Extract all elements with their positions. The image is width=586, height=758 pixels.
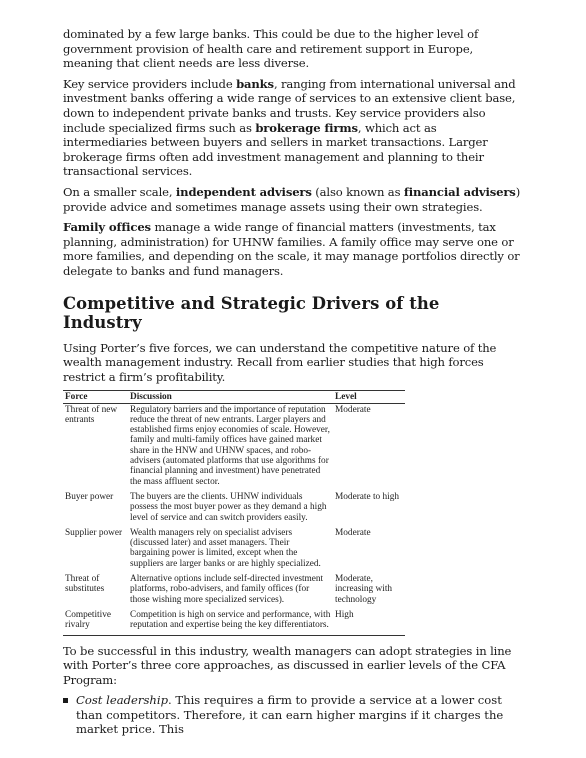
strategy-text: . This requires a firm to provide a service at a lower cost than competitors. Therefore, it can earn higher margins if it charges the market price. This	[76, 693, 504, 737]
table-row	[63, 491, 405, 527]
level-cell: High	[333, 609, 405, 635]
force-cell: Buyer power	[65, 491, 114, 502]
bullet-icon	[63, 698, 68, 703]
level-cell: Moderate	[335, 527, 371, 538]
strategy-term: Cost leadership	[76, 693, 168, 708]
document-page	[63, 27, 521, 737]
table-row	[63, 527, 405, 573]
force-cell: Threat of substitutes	[65, 574, 105, 595]
five-forces-table	[63, 390, 405, 635]
discussion-cell: Alternative options include self-directed investment platforms, robo-advisers, and family offices (for those wishing more specialized services).	[130, 574, 324, 605]
paragraph-intro-continued	[63, 27, 521, 71]
list-item	[63, 693, 521, 737]
section-intro: Using Porter’s five forces, we can understand the competitive nature of the wealth management industry. Recall from earlier studies that high forces restrict a firm’s profitability.	[63, 340, 497, 384]
term-brokerage-firms: brokerage firms	[255, 120, 358, 135]
table-row	[63, 609, 405, 635]
strategy-list	[63, 693, 521, 737]
column-header: Force	[63, 391, 128, 403]
discussion-cell: Competition is high on service and performance, with reputation and expertise being the key differentiators.	[128, 609, 333, 635]
paragraph-family-offices	[63, 220, 521, 278]
paragraph-text: ) provide advice and sometimes manage assets using their own strategies.	[63, 184, 521, 214]
level-cell: Moderate to high	[335, 491, 400, 502]
paragraph-text: , ranging from international universal and investment banks offering a wide range of services to an extensive client base, down to independent private banks and trusts. Key service providers also include specialized firms such as	[63, 76, 516, 135]
discussion-cell: Wealth managers rely on specialist advisers (discussed later) and asset managers. Their bargaining power is limited, except when the suppliers are larger banks or are highly specialized.	[130, 527, 321, 569]
paragraph-service-providers	[63, 77, 521, 179]
level-cell: Moderate	[335, 404, 371, 415]
table-row	[63, 403, 405, 491]
term-banks: banks	[236, 76, 274, 91]
term-independent-advisers: independent advisers	[175, 184, 312, 199]
paragraph-text: Key service providers include	[63, 76, 237, 91]
column-header: Discussion	[128, 391, 333, 403]
term-financial-advisers: financial advisers	[403, 184, 516, 199]
column-header: Level	[333, 391, 405, 403]
paragraph-strategies: To be successful in this industry, wealth managers can adopt strategies in line with Porter’s three core approaches, as discussed in earlier levels of the CFA Program:	[63, 643, 512, 687]
paragraph-text: (also known as	[311, 184, 404, 199]
paragraph-text: On a smaller scale,	[63, 184, 176, 199]
paragraph-text: manage a wide range of financial matters (investments, tax planning, administration) for UHNW families. A family office may serve one or more families, and depending on the scale, it may manage portfolios directly or delegate to banks and fund managers.	[63, 220, 520, 278]
force-cell: Supplier power	[65, 527, 123, 538]
discussion-cell: The buyers are the clients. UHNW individuals possess the most buyer power as they demand a high level of service and can switch providers easily.	[130, 491, 327, 523]
force-cell: Threat of new entrants	[65, 404, 118, 425]
table-row	[63, 573, 405, 609]
paragraph-text: dominated by a few large banks. This could be due to the higher level of government provision of health care and retirement support in Europe, meaning that client needs are less diverse.	[63, 27, 479, 71]
force-cell: Competitive rivalry	[63, 609, 128, 635]
section-heading: Competitive and Strategic Drivers of the Industry	[63, 293, 440, 332]
level-cell: Moderate, increasing with technology	[335, 574, 393, 605]
term-family-offices: Family offices	[63, 220, 151, 235]
paragraph-independent-advisers	[63, 185, 521, 214]
table-header-row	[63, 391, 405, 403]
discussion-cell: Regulatory barriers and the importance of reputation reduce the threat of new entrants. Larger players and established firms enjoy economies of scale. However, family and multi-family offices have gained market share in the HNW and UHNW spaces, and robo-advisers (automated platforms that use algorithms for financial planning and investment) have penetrated the mass affluent sector.	[130, 404, 330, 487]
paragraph-text: , which act as intermediaries between buyers and sellers in market transactions. Larger brokerage firms often add investment management and planning to their transactional services.	[63, 120, 488, 179]
